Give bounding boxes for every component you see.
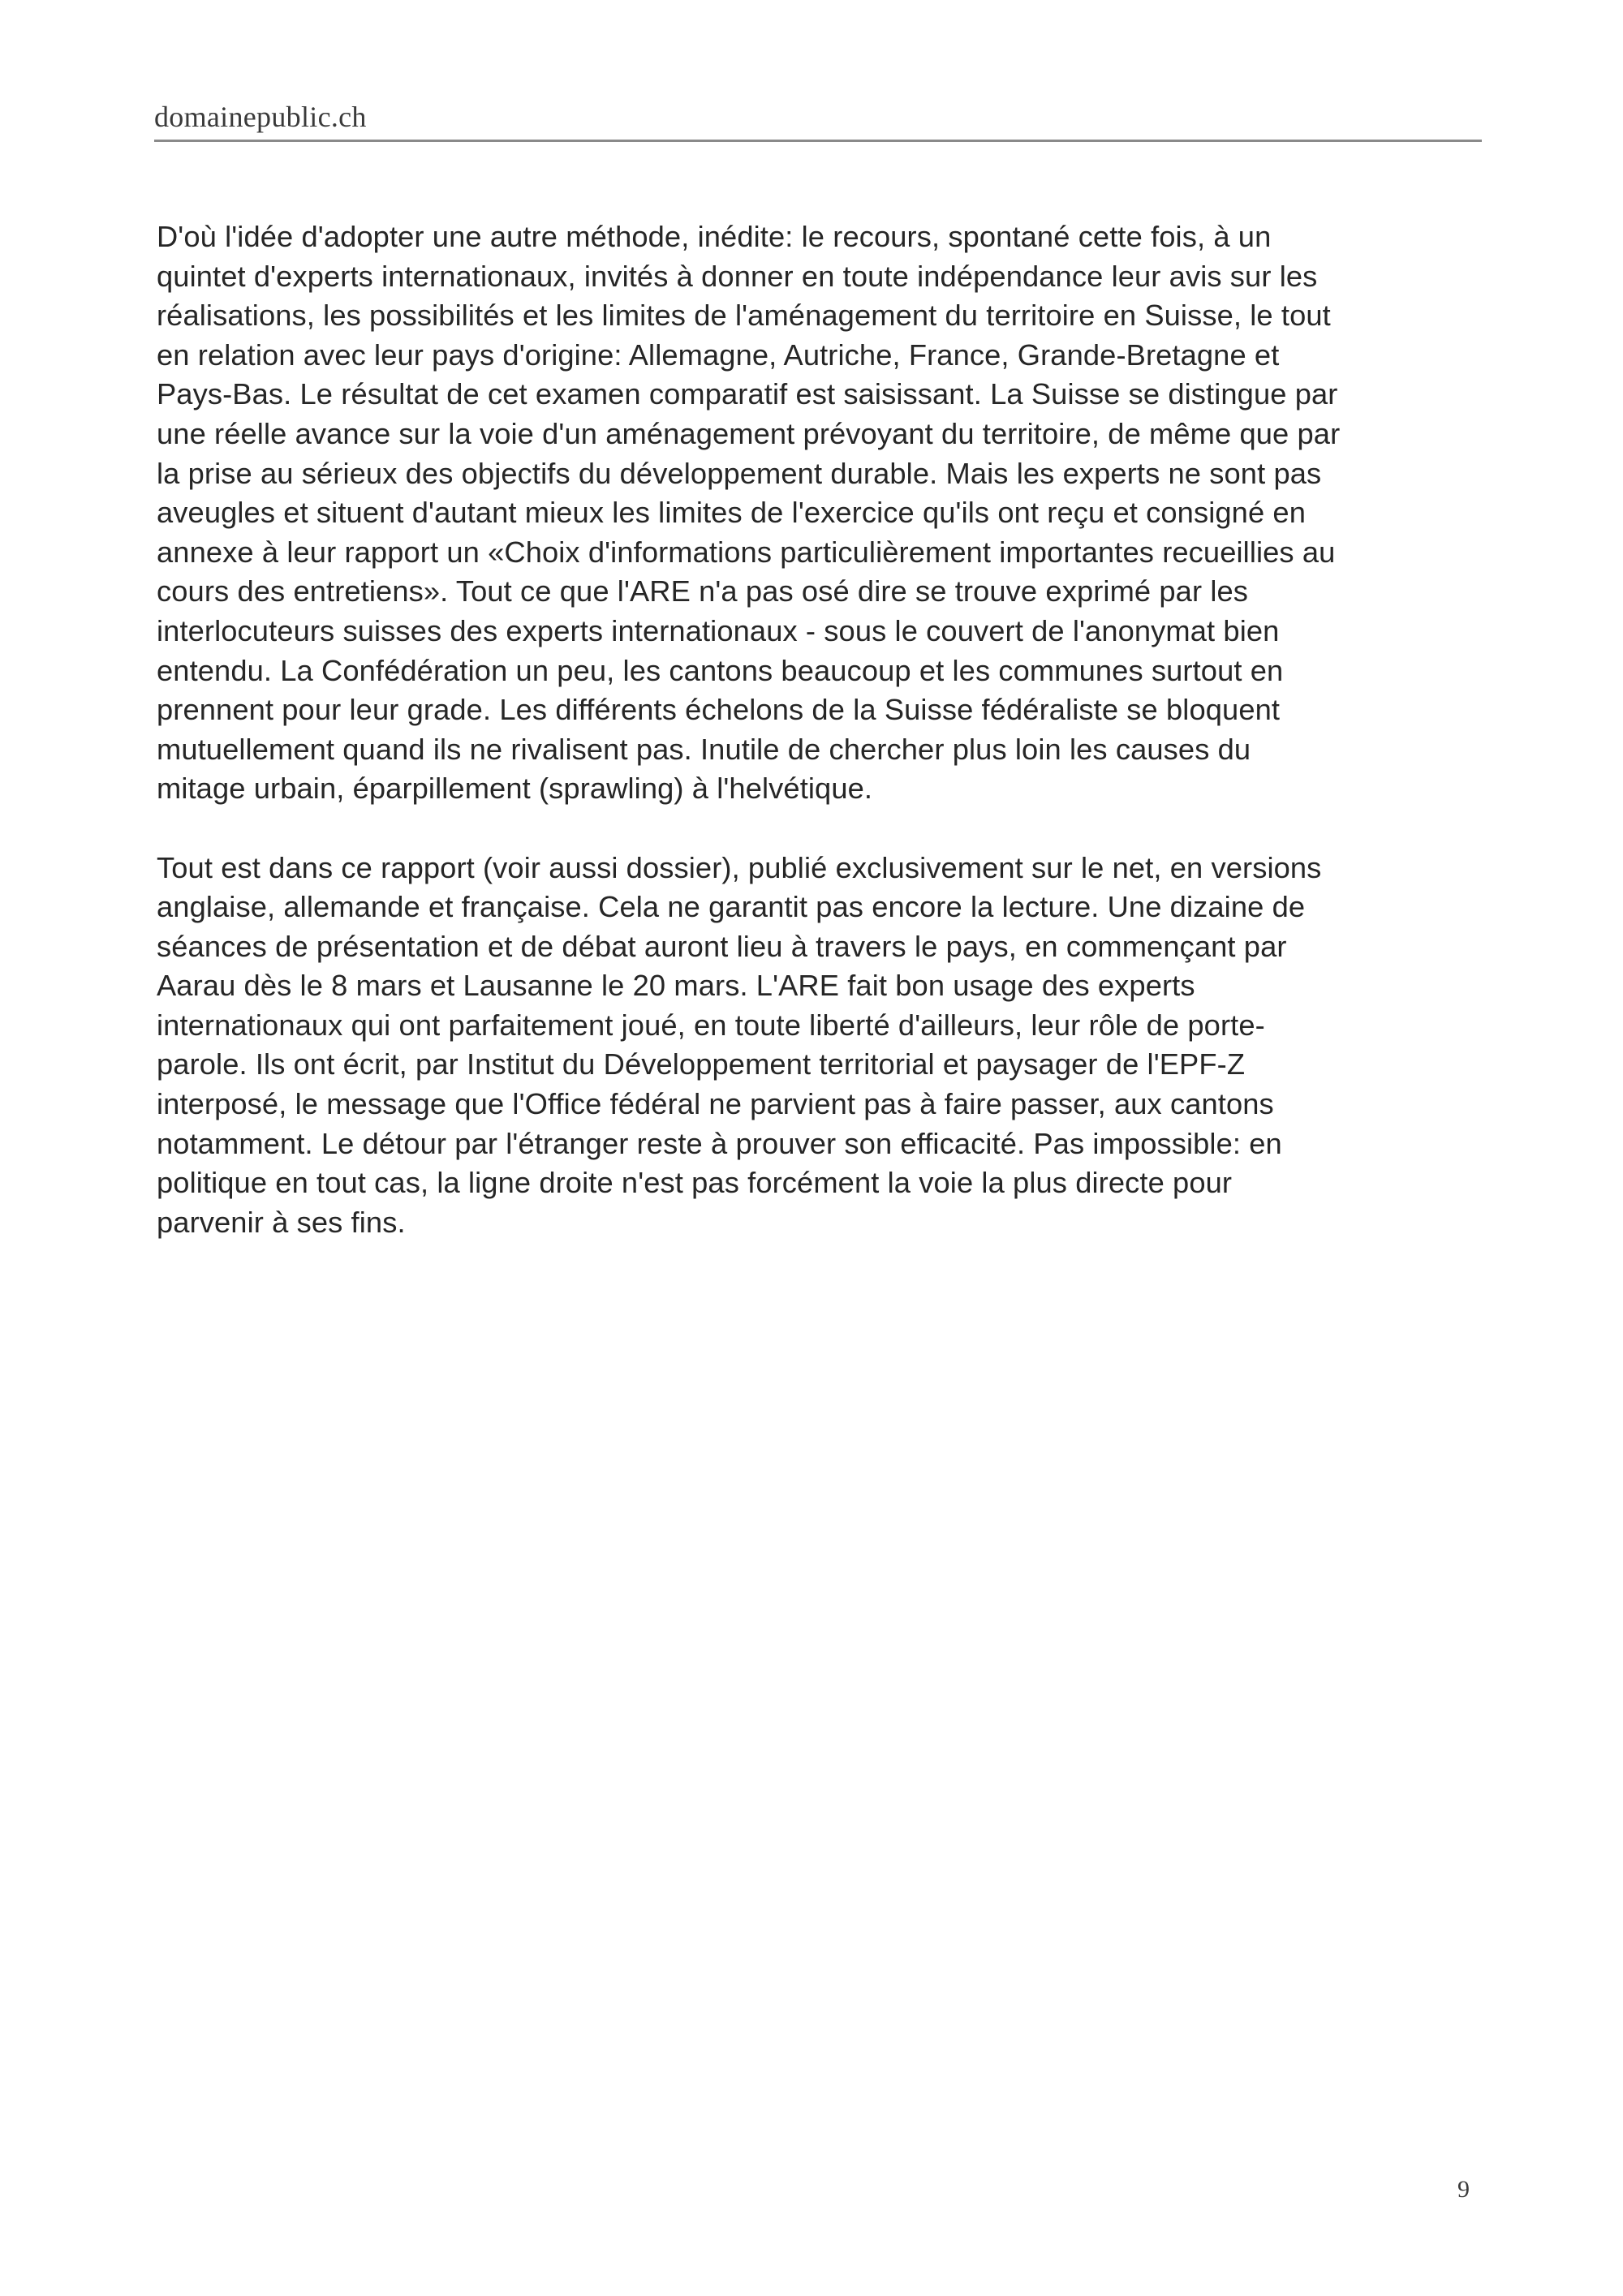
text-line: interposé, le message que l'Office fédéral ne parvient pas à faire passer, aux cantons: [157, 1087, 1274, 1121]
text-line: prennent pour leur grade. Les différents échelons de la Suisse fédéraliste se bloquent: [157, 693, 1281, 727]
text-line: D'où l'idée d'adopter une autre méthode, inédite: le recours, spontané cette fois, à un: [157, 220, 1272, 253]
text-line: mitage urbain, éparpillement (sprawling) à l'helvétique.: [157, 772, 873, 806]
paragraph-spacer: [157, 809, 1487, 849]
text-line: anglaise, allemande et française. Cela ne garantit pas encore la lecture. Une dizaine de: [157, 890, 1306, 924]
text-line: Tout est dans ce rapport (voir aussi dossier), publié exclusivement sur le net, en versions: [157, 850, 1322, 884]
text-line: en relation avec leur pays d'origine: Allemagne, Autriche, France, Grande-Bretagne et: [157, 338, 1280, 372]
text-line: politique en tout cas, la ligne droite n'est pas forcément la voie la plus directe pour: [157, 1166, 1233, 1200]
article-body: [157, 217, 1487, 1242]
text-line: la prise au sérieux des objectifs du développement durable. Mais les experts ne sont pas: [157, 456, 1322, 490]
paragraph-2: [157, 849, 1487, 1243]
text-line: interlocuteurs suisses des experts internationaux - sous le couvert de l'anonymat bien: [157, 613, 1280, 647]
text-line: entendu. La Confédération un peu, les cantons beaucoup et les communes surtout en: [157, 653, 1284, 687]
text-line: annexe à leur rapport un «Choix d'informations particulièrement importantes recueillies au: [157, 535, 1336, 569]
text-line: parole. Ils ont écrit, par Institut du Développement territorial et paysager de l'EPF-Z: [157, 1047, 1246, 1081]
text-line: aveugles et situent d'autant mieux les limites de l'exercice qu'ils ont reçu et consigné en: [157, 496, 1306, 530]
page-header: [154, 99, 1482, 142]
text-line: réalisations, les possibilités et les limites de l'aménagement du territoire en Suisse, le tout: [157, 299, 1331, 333]
text-line: parvenir à ses fins.: [157, 1205, 406, 1239]
text-line: séances de présentation et de débat auront lieu à travers le pays, en commençant par: [157, 929, 1287, 963]
text-line: Aarau dès le 8 mars et Lausanne le 20 mars. L'ARE fait bon usage des experts: [157, 969, 1195, 1003]
text-line: mutuellement quand ils ne rivalisent pas. Inutile de chercher plus loin les causes du: [157, 732, 1251, 766]
text-line: quintet d'experts internationaux, invités à donner en toute indépendance leur avis sur les: [157, 259, 1318, 293]
text-line: notamment. Le détour par l'étranger reste à prouver son efficacité. Pas impossible: en: [157, 1126, 1282, 1160]
text-line: cours des entretiens». Tout ce que l'ARE n'a pas osé dire se trouve exprimé par les: [157, 574, 1249, 608]
text-line: une réelle avance sur la voie d'un aménagement prévoyant du territoire, de même que par: [157, 416, 1341, 450]
text-line: Pays-Bas. Le résultat de cet examen comparatif est saisissant. La Suisse se distingue par: [157, 377, 1338, 411]
page-number: 9: [1457, 2176, 1470, 2203]
site-name: domainepublic.ch: [154, 101, 367, 133]
paragraph-1: [157, 217, 1487, 809]
text-line: internationaux qui ont parfaitement joué, en toute liberté d'ailleurs, leur rôle de porte-: [157, 1008, 1265, 1042]
